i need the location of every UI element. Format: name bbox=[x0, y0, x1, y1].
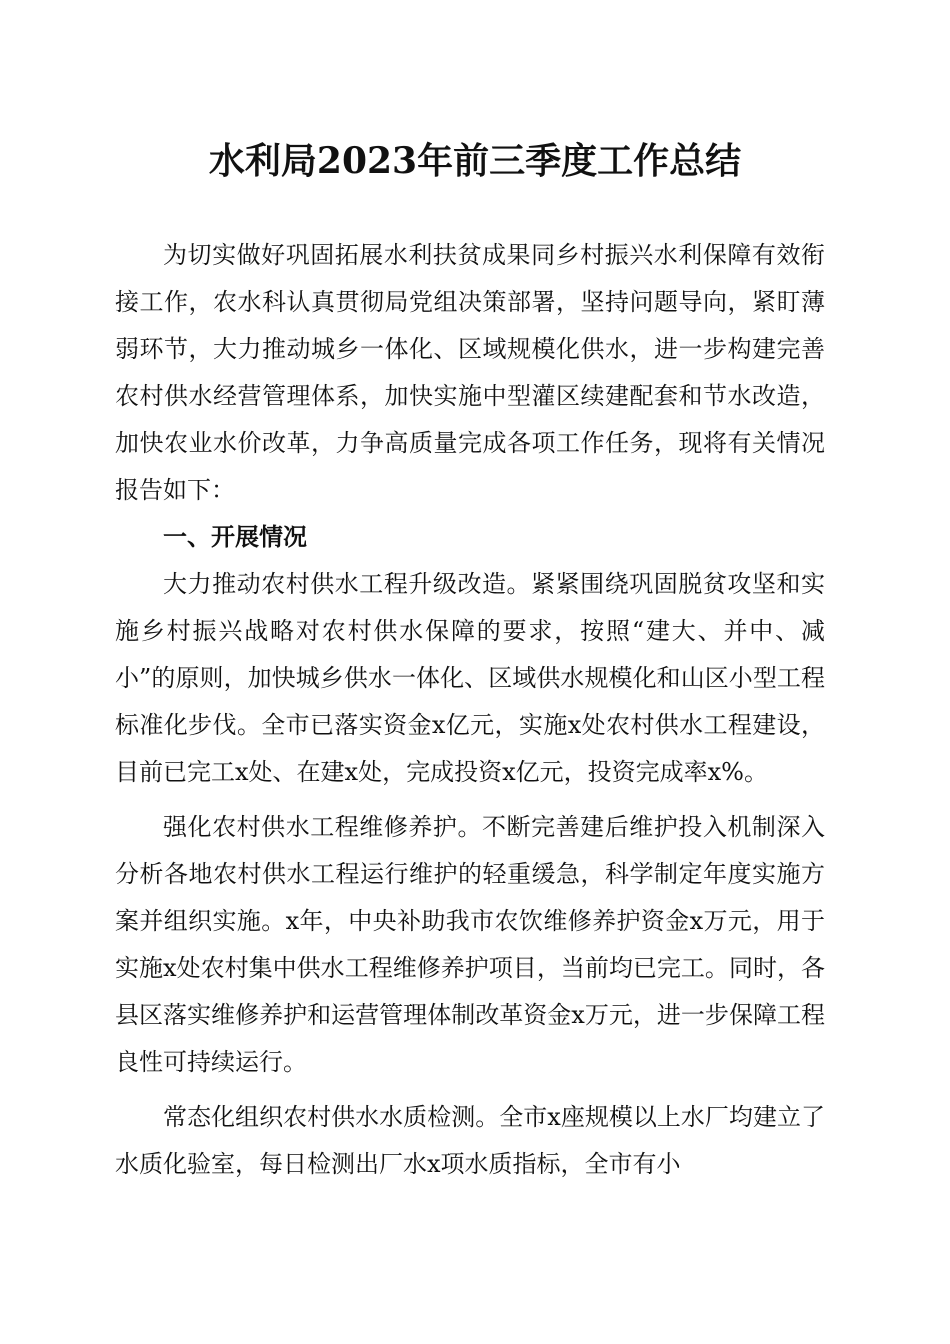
document-title: 水利局2023年前三季度工作总结 bbox=[208, 140, 742, 182]
section-heading: 一、开展情况 bbox=[163, 523, 307, 551]
paragraph-water-quality: 常态化组织农村供水水质检测。全市x座规模以上水厂均建立了水质化验室，每日检测出厂水x项水质指标，全市有小 bbox=[115, 1103, 825, 1178]
paragraph-water-supply-upgrade: 大力推动农村供水工程升级改造。紧紧围绕巩固脱贫攻坚和实施乡村振兴战略对农村供水保障的要求，按照“建大、并中、减小”的原则，加快城乡供水一体化、区域供水规模化和山区小型工程标准化步伐。全市已落实资金x亿元，实施x处农村供水工程建设，目前已完工x处、在建x处，完成投资x亿元，投资完成率x%。 bbox=[115, 570, 825, 786]
intro-paragraph: 为切实做好巩固拓展水利扶贫成果同乡村振兴水利保障有效衔接工作，农水科认真贯彻局党组决策部署，坚持问题导向，紧盯薄弱环节，大力推动城乡一体化、区域规模化供水，进一步构建完善农村供水经营管理体系，加快实施中型灌区续建配套和节水改造，加快农业水价改革，力争高质量完成各项工作任务，现将有关情况报告如下： bbox=[115, 241, 825, 504]
document-body bbox=[115, 232, 825, 1188]
paragraph-maintenance: 强化农村供水工程维修养护。不断完善建后维护投入机制深入分析各地农村供水工程运行维护的轻重缓急，科学制定年度实施方案并组织实施。x年，中央补助我市农饮维修养护资金x万元，用于实施x处农村集中供水工程维修养护项目，当前均已完工。同时，各县区落实维修养护和运营管理体制改革资金x万元，进一步保障工程良性可持续运行。 bbox=[115, 813, 825, 1076]
